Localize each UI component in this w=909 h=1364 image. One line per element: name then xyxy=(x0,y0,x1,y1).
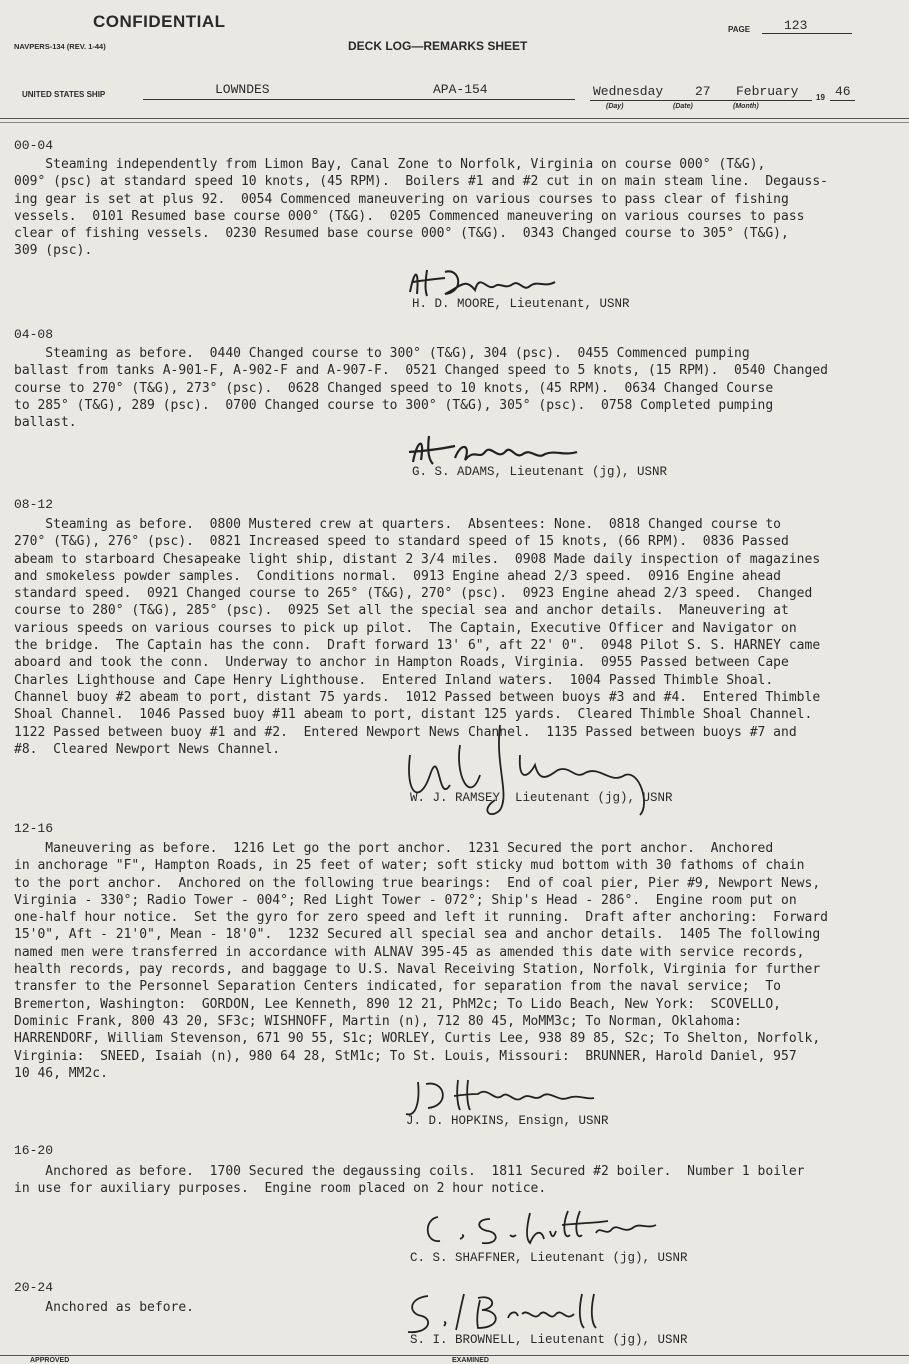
signer-ramsey: W. J. RAMSEY, Lieutenant (jg), USNR xyxy=(410,791,673,805)
signer-moore: H. D. MOORE, Lieutenant, USNR xyxy=(412,297,630,311)
remarks-00-04: Steaming independently from Limon Bay, Canal Zone to Norfolk, Virginia on course 000° (T&G), 009° (psc) at standard speed 10 knots, (45 RPM). Boilers #1 and #2 cut in on main steam line. Degauss- ing gear is set at plus 92. 0054 Commenced maneuvering on various courses to pass clear of fishing vessels. 0101 Resumed base course 000° (T&G). 0205 Commenced maneuvering on various courses to pass clear of fishing vessels. 0230 Resumed base course 000° (T&G). 0343 Changed course to 305° (T&G), 309 (psc). xyxy=(14,157,828,259)
ship-line xyxy=(143,99,575,100)
form-code: NAVPERS-134 (REV. 1-44) xyxy=(14,42,106,51)
day-value: Wednesday xyxy=(593,84,664,99)
remarks-12-16: Maneuvering as before. 1216 Let go the port anchor. 1231 Secured the port anchor. Anchored in anchorage "F", Hampton Roads, in 25 feet of water; soft sticky mud bottom with 30 fathoms of chain to the port anchor. Anchored on the following true bearings: End of coal pier, Pier #9, Newport News, Virginia - 330°; Radio Tower - 004°; Red Light Tower - 072°; Ship's Head - 286°. Engine room put on one-half hour notice. Set the gyro for zero speed and left it running. Draft after anchoring: Forward 15'0", Aft - 21'0", Mean - 18'0". 1232 Secured all special sea and anchor details. 1405 The following named men were transferred in accordance with ALNAV 395-45 as amended this date with service records, health records, pay records, and baggage to U.S. Naval Receiving Station, Norfolk, Virginia for further transfer to the Personnel Separation Centers indicated, for separation from the naval service; To Bremerton, Washington: GORDON, Lee Kenneth, 890 12 21, PhM2c; To Lido Beach, New York: SCOVELLO, Dominic Frank, 800 43 20, SF3c; WISHNOFF, Martin (n), 712 80 45, MoMM3c; To Norman, Oklahoma: HARRENDORF, William Stevenson, 671 90 55, S1c; WORLEY, Curtis Lee, 938 89 85, S2c; To Shelton, Norfolk, Virginia: SNEED, Isaiah (n), 980 64 28, StM1c; To St. Louis, Missouri: BRUNNER, Harold Daniel, 957 10 46, MM2c. xyxy=(14,841,828,1081)
watch-label-20-24: 20-24 xyxy=(14,1280,54,1295)
date-value: 27 xyxy=(695,84,711,99)
hull-number: APA-154 xyxy=(433,82,488,97)
signature-ramsey xyxy=(400,715,670,825)
remarks-16-20: Anchored as before. 1700 Secured the degaussing coils. 1811 Secured #2 boiler. Number 1 boiler in use for auxiliary purposes. Engine room placed on 2 hour notice. xyxy=(14,1164,805,1197)
footer-rule xyxy=(0,1355,909,1356)
signer-shaffner: C. S. SHAFFNER, Lieutenant (jg), USNR xyxy=(410,1251,688,1265)
page-number-line xyxy=(762,33,852,34)
signature-adams xyxy=(405,430,585,470)
ship-label: UNITED STATES SHIP xyxy=(22,90,106,99)
header-rule xyxy=(0,118,909,119)
signature-moore xyxy=(405,262,585,302)
date-line xyxy=(590,100,812,101)
page-title: DECK LOG—REMARKS SHEET xyxy=(348,39,528,53)
ship-name: LOWNDES xyxy=(215,82,270,97)
watch-label-12-16: 12-16 xyxy=(14,821,54,836)
month-value: February xyxy=(736,84,799,99)
confidential-stamp: CONFIDENTIAL xyxy=(93,12,226,31)
signature-shaffner xyxy=(420,1205,660,1250)
watch-label-16-20: 16-20 xyxy=(14,1143,54,1158)
signature-brownell xyxy=(398,1288,618,1336)
approved-label: APPROVED xyxy=(30,1357,70,1364)
caption-month: (Month) xyxy=(733,103,759,110)
caption-day: (Day) xyxy=(606,103,624,110)
page-number: 123 xyxy=(784,18,808,33)
watch-label-08-12: 08-12 xyxy=(14,497,54,512)
year-line xyxy=(830,100,855,101)
page-label: PAGE xyxy=(728,25,751,34)
header-rule-secondary xyxy=(0,122,909,123)
year-prefix: 19 xyxy=(816,93,825,102)
signer-adams: G. S. ADAMS, Lieutenant (jg), USNR xyxy=(412,465,668,479)
watch-label-04-08: 04-08 xyxy=(14,327,54,342)
remarks-04-08: Steaming as before. 0440 Changed course to 300° (T&G), 304 (psc). 0455 Commenced pumping ballast from tanks A-901-F, A-902-F and A-907-F. 0521 Changed speed to 5 knots, (15 RPM). 0540 Changed course to 270° (T&G), 273° (psc). 0628 Changed speed to 10 knots, (45 RPM). 0634 Changed Course to 285° (T&G), 289 (psc). 0700 Changed course to 300° (T&G), 305° (psc). 0758 Completed pumping ballast. xyxy=(14,346,828,431)
remarks-08-12: Steaming as before. 0800 Mustered crew at quarters. Absentees: None. 0818 Changed course to 270° (T&G), 276° (psc). 0821 Increased speed to standard speed of 15 knots, (66 RPM). 0836 Passed abeam to starboard Chesapeake light ship, distant 2 3/4 miles. 0908 Made daily inspection of magazines and smokeless powder samples. Conditions normal. 0913 Engine ahead 2/3 speed. 0916 Engine ahead standard speed. 0921 Changed course to 265° (T&G), 270° (psc). 0923 Engine ahead 2/3 speed. Changed course to 280° (T&G), 285° (psc). 0925 Set all the special sea and anchor details. Maneuvering at various speeds on various courses to pick up pilot. The Captain, Executive Officer and Navigator on the bridge. The Captain has the conn. Draft forward 13' 6", aft 22' 0". 0948 Pilot S. S. HARNEY came aboard and took the conn. Underway to anchor in Hampton Roads, Virginia. 0955 Passed between Cape Charles Lighthouse and Cape Henry Lighthouse. Entered Inland waters. 1004 Passed Thimble Shoal. Channel buoy #2 abeam to port, distant 75 yards. 1012 Passed between buoys #3 and #4. Entered Thimble Shoal Channel. 1046 Passed buoy #11 abeam to port, distant 125 yards. Cleared Thimble Shoal Channel. 1122 Passed between buoy #1 and #2. Entered Newport News Channel. 1135 Passed between buoys #7 and #8. Cleared Newport News Channel. xyxy=(14,517,821,757)
watch-label-00-04: 00-04 xyxy=(14,138,54,153)
year-value: 46 xyxy=(835,84,851,99)
caption-date: (Date) xyxy=(673,103,693,110)
signer-hopkins: J. D. HOPKINS, Ensign, USNR xyxy=(406,1114,609,1128)
signer-brownell: S. I. BROWNELL, Lieutenant (jg), USNR xyxy=(410,1333,688,1347)
examined-label: EXAMINED xyxy=(452,1357,489,1364)
remarks-20-24: Anchored as before. xyxy=(14,1300,195,1315)
